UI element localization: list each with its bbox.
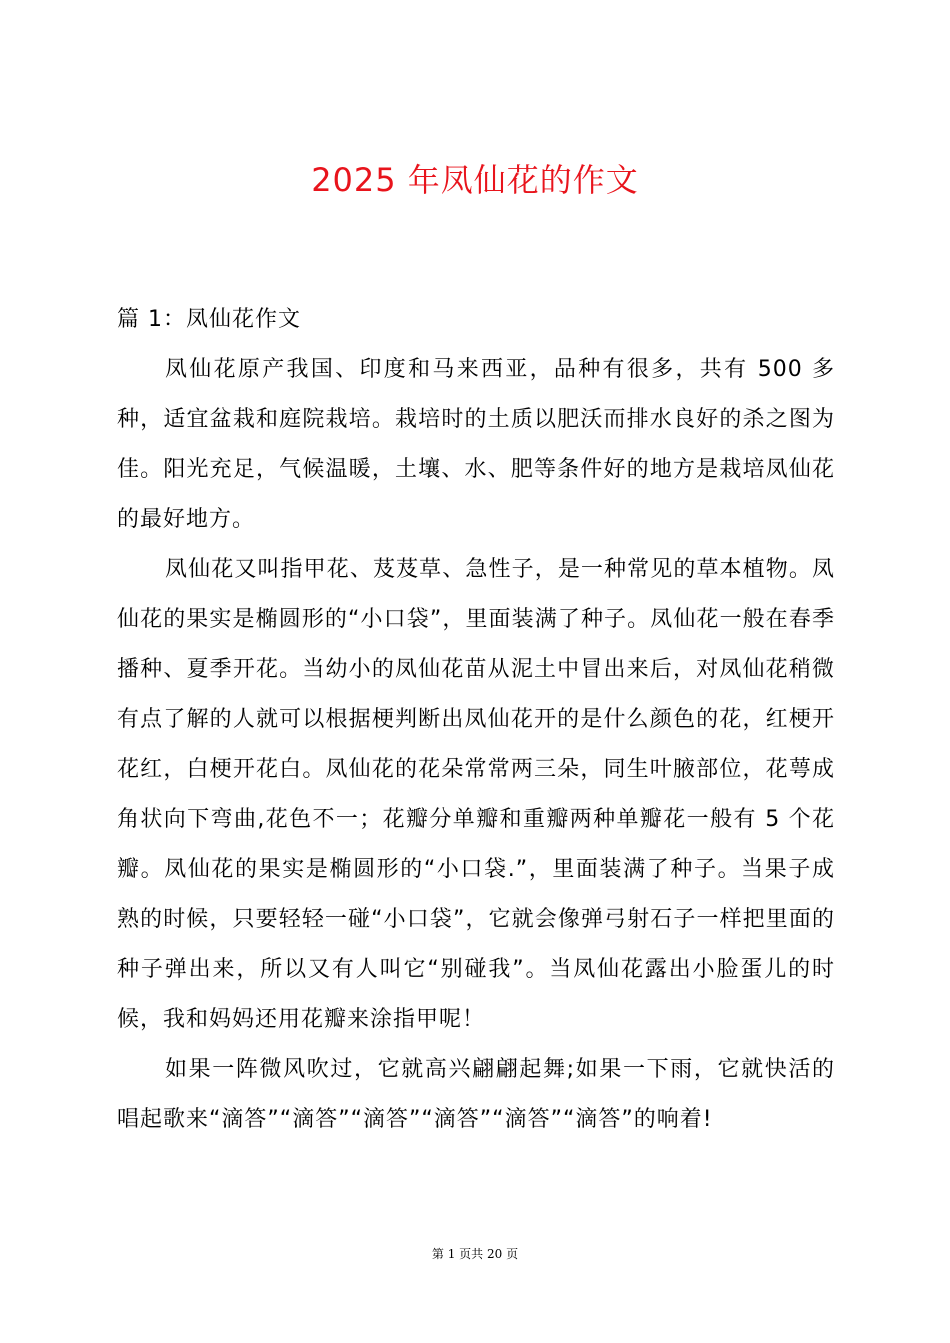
page-footer: 第 1 页共 20 页 xyxy=(431,1247,519,1261)
paragraph-2: 凤仙花又叫指甲花、芨芨草、急性子，是一种常见的草本植物。凤仙花的果实是椭圆形的“小口袋”，里面装满了种子。凤仙花一般在春季播种、夏季开花。当幼小的凤仙花苗从泥土中冒出来后，对凤仙花稍微有点了解的人就可以根据梗判断出凤仙花开的是什么颜色的花，红梗开花红，白梗开花白。凤仙花的花朵常常两三朵，同生叶腋部位，花萼成角状向下弯曲,花色不一；花瓣分单瓣和重瓣两种单瓣花一般有 5 个花瓣。凤仙花的果实是椭圆形的“小口袋.”，里面装满了种子。当果子成熟的时候，只要轻轻一碰“小口袋”，它就会像弹弓射石子一样把里面的种子弹出来，所以又有人叫它“别碰我”。当凤仙花露出小脸蛋儿的时候，我和妈妈还用花瓣来涂指甲呢！ xyxy=(117,557,835,1032)
document-title: 2025 年凤仙花的作文 xyxy=(311,161,639,199)
paragraph-1: 凤仙花原产我国、印度和马来西亚，品种有很多，共有 500 多种，适宜盆栽和庭院栽培。栽培时的土质以肥沃而排水良好的杀之图为佳。阳光充足，气候温暖，土壤、水、肥等条件好的地方是栽培凤仙花的最好地方。 xyxy=(117,357,835,532)
document-body xyxy=(117,295,835,1145)
section-heading: 篇 1：凤仙花作文 xyxy=(117,307,301,332)
paragraph-3: 如果一阵微风吹过，它就高兴翩翩起舞;如果一下雨，它就快活的唱起歌来“滴答”“滴答”“滴答”“滴答”“滴答”“滴答”的响着! xyxy=(117,1057,835,1132)
